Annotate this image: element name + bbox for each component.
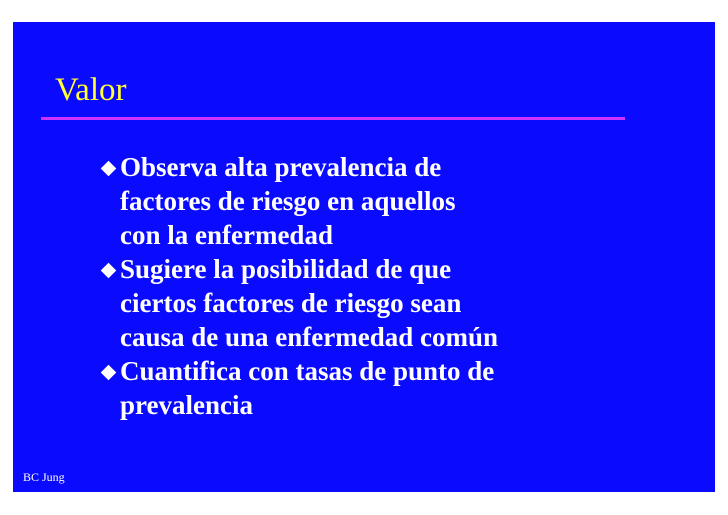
diamond-bullet-icon [101,263,117,279]
bullet-item [96,150,656,252]
bullet-line: Sugiere la posibilidad de que [120,254,452,284]
bullet-line: Observa alta prevalencia de [120,152,442,182]
diamond-bullet-icon [101,365,117,381]
bullet-item [96,252,656,354]
bullet-line: ciertos factores de riesgo sean [120,288,462,318]
slide [13,22,715,492]
footer-author: BC Jung [23,470,65,484]
bullet-line: Cuantifica con tasas de punto de [120,356,495,386]
diamond-bullet-icon [101,161,117,177]
slide-title: Valor [55,72,127,108]
bullet-item [96,354,656,422]
bullet-line: con la enfermedad [120,220,333,250]
bullet-list [96,150,656,422]
bullet-line: causa de una enfermedad común [120,322,499,352]
bullet-line: factores de riesgo en aquellos [120,186,456,216]
title-divider [41,117,625,120]
bullet-line: prevalencia [120,390,253,420]
